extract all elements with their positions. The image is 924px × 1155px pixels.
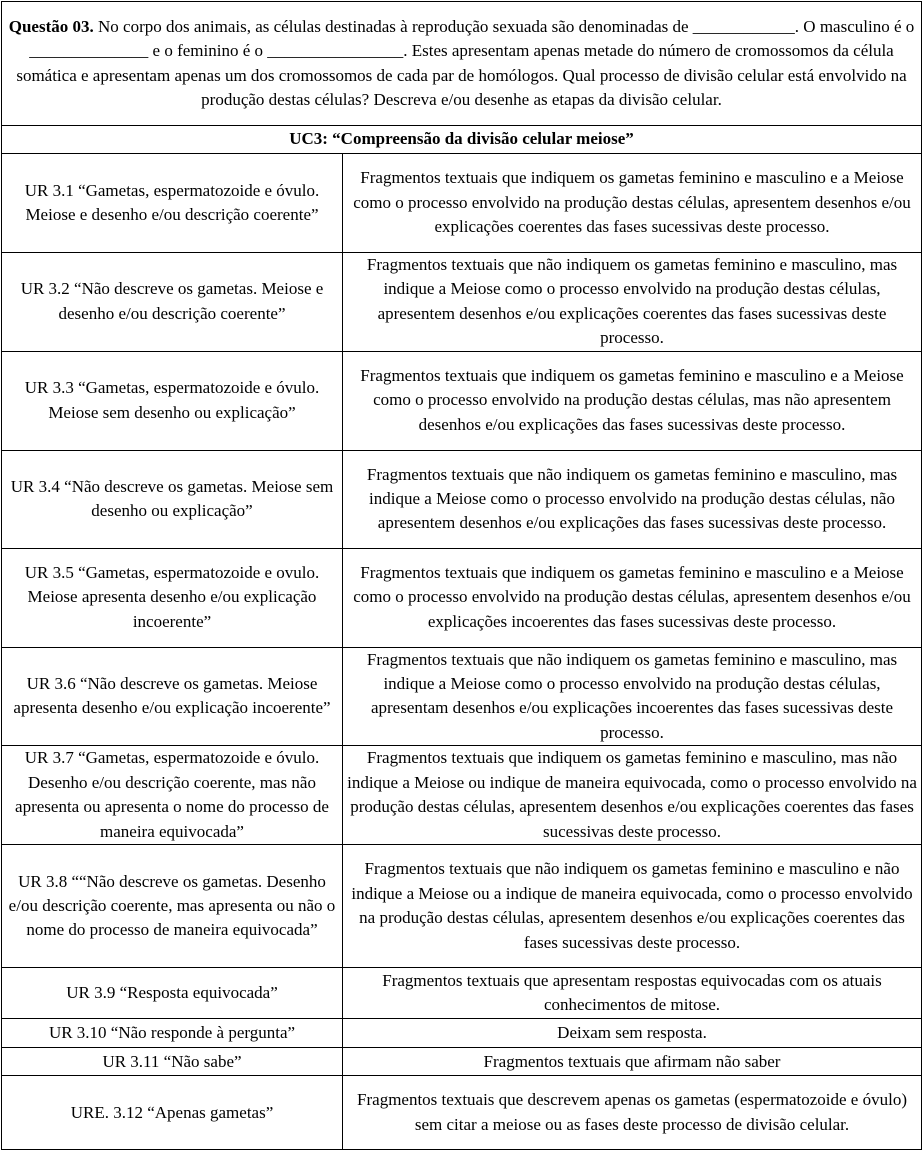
table-row	[2, 450, 922, 548]
question-row	[2, 2, 922, 126]
ur-description: Fragmentos textuais que indiquem os gametas feminino e masculino e a Meiose como o processo envolvido na produção destas células, apresentem desenhos e/ou explicações incoerentes das fases sucessivas deste processo.	[343, 548, 922, 647]
ur-description: Fragmentos textuais que não indiquem os gametas feminino e masculino, mas indique a Meiose como o processo envolvido na produção destas células, apresentam desenhos e/ou explicações incoerentes das fases sucessivas deste processo.	[343, 647, 922, 746]
question-text: No corpo dos animais, as células destinadas à reprodução sexuada são denominadas de ____________. O masculino é o ______________ e o feminino é o ________________. Estes apresentam apenas metade do número de cromossomos da célula somática e apresentam apenas um dos cromossomos de cada par de homólogos. Qual processo de divisão celular está envolvido na produção destas células? Descreva e/ou desenhe as etapas da divisão celular.	[16, 16, 915, 109]
ur-label: UR 3.3 “Gametas, espermatozoide e óvulo. Meiose sem desenho ou explicação”	[2, 351, 343, 450]
table-row	[2, 647, 922, 746]
table-row	[2, 1076, 922, 1150]
ur-label: UR 3.8 ““Não descreve os gametas. Desenho e/ou descrição coerente, mas apresenta ou não o nome do processo de maneira equivocada”	[2, 845, 343, 968]
heading-row	[2, 126, 922, 154]
ur-label: UR 3.10 “Não responde à pergunta”	[2, 1019, 343, 1048]
ur-label: UR 3.6 “Não descreve os gametas. Meiose apresenta desenho e/ou explicação incoerente”	[2, 647, 343, 746]
ur-description: Fragmentos textuais que não indiquem os gametas feminino e masculino, mas indique a Meiose como o processo envolvido na produção destas células, não apresentem desenhos e/ou explicações das fases sucessivas deste processo.	[343, 450, 922, 548]
table-row	[2, 845, 922, 968]
ur-label: UR 3.9 “Resposta equivocada”	[2, 968, 343, 1019]
table-row	[2, 351, 922, 450]
table-row	[2, 548, 922, 647]
ur-label: UR 3.2 “Não descreve os gametas. Meiose e desenho e/ou descrição coerente”	[2, 253, 343, 352]
table-row	[2, 253, 922, 352]
table-row	[2, 154, 922, 253]
ur-description: Fragmentos textuais que indiquem os gametas feminino e masculino, mas não indique a Meiose ou indique de maneira equivocada, como o processo envolvido na produção destas células, apresentem desenhos e/ou explicações coerentes das fases sucessivas deste processo.	[343, 746, 922, 845]
ur-label: UR 3.1 “Gametas, espermatozoide e óvulo. Meiose e desenho e/ou descrição coerente”	[2, 154, 343, 253]
table-row	[2, 1048, 922, 1076]
ur-description: Fragmentos textuais que não indiquem os gametas feminino e masculino e não indique a Meiose ou a indique de maneira equivocada, como o processo envolvido na produção destas células, apresentem desenhos e/ou explicações coerentes das fases sucessivas deste processo.	[343, 845, 922, 968]
table-row	[2, 968, 922, 1019]
ur-label: UR 3.5 “Gametas, espermatozoide e ovulo. Meiose apresenta desenho e/ou explicação incoerente”	[2, 548, 343, 647]
section-heading: UC3: “Compreensão da divisão celular meiose”	[2, 126, 922, 154]
ur-label: UR 3.11 “Não sabe”	[2, 1048, 343, 1076]
ur-label: URE. 3.12 “Apenas gametas”	[2, 1076, 343, 1150]
categories-table	[1, 1, 922, 1150]
ur-description: Fragmentos textuais que indiquem os gametas feminino e masculino e a Meiose como o processo envolvido na produção destas células, mas não apresentem desenhos e/ou explicações das fases sucessivas deste processo.	[343, 351, 922, 450]
ur-description: Deixam sem resposta.	[343, 1019, 922, 1048]
question-label: Questão 03.	[8, 16, 94, 36]
ur-label: UR 3.4 “Não descreve os gametas. Meiose sem desenho ou explicação”	[2, 450, 343, 548]
ur-description: Fragmentos textuais que indiquem os gametas feminino e masculino e a Meiose como o processo envolvido na produção destas células, apresentem desenhos e/ou explicações coerentes das fases sucessivas deste processo.	[343, 154, 922, 253]
question-cell	[2, 2, 922, 126]
ur-description: Fragmentos textuais que apresentam respostas equivocadas com os atuais conhecimentos de mitose.	[343, 968, 922, 1019]
table-row	[2, 746, 922, 845]
table-row	[2, 1019, 922, 1048]
ur-description: Fragmentos textuais que não indiquem os gametas feminino e masculino, mas indique a Meiose como o processo envolvido na produção destas células, apresentem desenhos e/ou explicações coerentes das fases sucessivas deste processo.	[343, 253, 922, 352]
ur-label: UR 3.7 “Gametas, espermatozoide e óvulo. Desenho e/ou descrição coerente, mas não apresenta ou apresenta o nome do processo de maneira equivocada”	[2, 746, 343, 845]
ur-description: Fragmentos textuais que descrevem apenas os gametas (espermatozoide e óvulo) sem citar a meiose ou as fases deste processo de divisão celular.	[343, 1076, 922, 1150]
ur-description: Fragmentos textuais que afirmam não saber	[343, 1048, 922, 1076]
